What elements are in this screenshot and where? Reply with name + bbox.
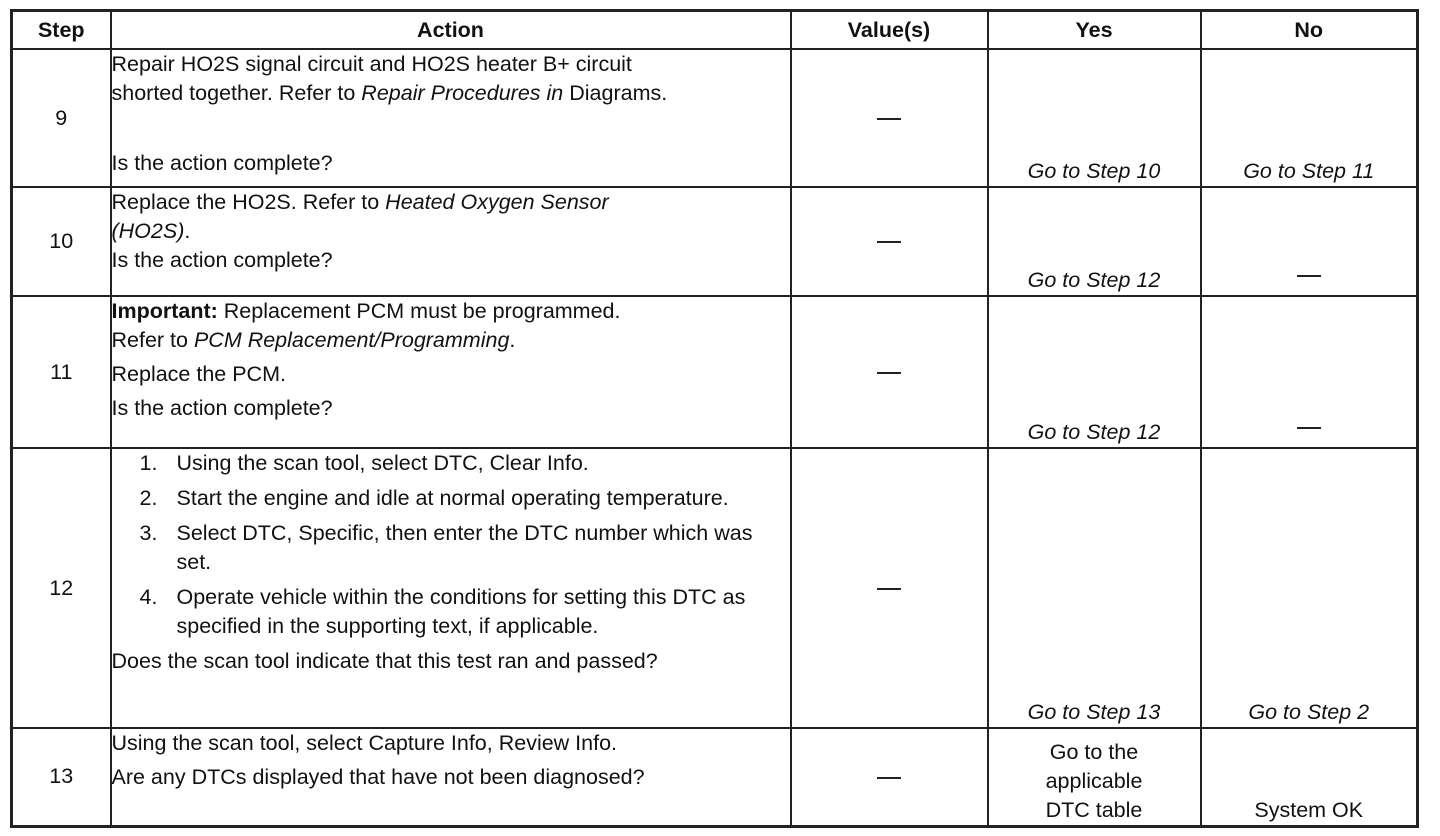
step-number: 13 bbox=[12, 728, 111, 826]
action-text: (HO2S). bbox=[111, 219, 191, 243]
value-cell bbox=[791, 728, 988, 826]
action-question: Does the scan tool indicate that this test ran and passed? bbox=[111, 649, 658, 673]
action-text: Replace the HO2S. Refer to Heated Oxygen Sensor bbox=[111, 190, 609, 214]
step-number: 9 bbox=[12, 49, 111, 187]
step-number: 12 bbox=[12, 448, 111, 728]
list-item: 4. Operate vehicle within the conditions for setting this DTC as specified in the supporting text, if applicable. bbox=[139, 585, 746, 638]
dash-mark bbox=[877, 588, 901, 590]
header-yes: Yes bbox=[988, 11, 1201, 50]
header-row bbox=[12, 11, 1418, 50]
action-cell bbox=[111, 728, 791, 826]
action-cell bbox=[111, 49, 791, 187]
action-question: Is the action complete? bbox=[111, 151, 333, 175]
table-row bbox=[12, 296, 1418, 448]
no-link[interactable]: Go to Step 2 bbox=[1201, 448, 1418, 728]
yes-link[interactable]: Go to Step 12 bbox=[988, 296, 1201, 448]
action-text: shorted together. Refer to Repair Procedures in Diagrams. bbox=[111, 81, 668, 105]
list-item: 2. Start the engine and idle at normal operating temperature. bbox=[139, 486, 729, 510]
action-text: Replace the PCM. bbox=[111, 362, 286, 386]
dash-mark bbox=[1297, 275, 1321, 277]
header-values: Value(s) bbox=[791, 11, 988, 50]
no-result: System OK bbox=[1201, 728, 1418, 826]
action-cell bbox=[111, 296, 791, 448]
yes-link[interactable]: Go to the applicable DTC table bbox=[988, 728, 1201, 826]
action-question: Is the action complete? bbox=[111, 396, 333, 420]
dash-mark bbox=[877, 777, 901, 779]
dash-mark bbox=[877, 118, 901, 120]
action-question: Are any DTCs displayed that have not been diagnosed? bbox=[111, 765, 645, 789]
yes-link[interactable]: Go to Step 13 bbox=[988, 448, 1201, 728]
yes-link[interactable]: Go to Step 10 bbox=[988, 49, 1201, 187]
value-cell bbox=[791, 448, 988, 728]
action-question: Is the action complete? bbox=[111, 248, 333, 272]
table-row bbox=[12, 728, 1418, 826]
step-number: 10 bbox=[12, 187, 111, 296]
diagnostic-table bbox=[10, 9, 1419, 828]
action-text: Important: Replacement PCM must be programmed. bbox=[111, 299, 621, 323]
header-step: Step bbox=[12, 11, 111, 50]
yes-link[interactable]: Go to Step 12 bbox=[988, 187, 1201, 296]
table-row bbox=[12, 187, 1418, 296]
no-dash bbox=[1201, 296, 1418, 448]
action-cell bbox=[111, 187, 791, 296]
action-steps-list bbox=[112, 449, 790, 641]
header-no: No bbox=[1201, 11, 1418, 50]
action-text: Using the scan tool, select Capture Info, Review Info. bbox=[111, 731, 618, 755]
value-cell bbox=[791, 49, 988, 187]
table-row bbox=[12, 448, 1418, 728]
action-text: Repair HO2S signal circuit and HO2S heater B+ circuit bbox=[111, 52, 632, 76]
action-cell bbox=[111, 448, 791, 728]
list-item: 1. Using the scan tool, select DTC, Clear Info. bbox=[139, 451, 589, 475]
value-cell bbox=[791, 296, 988, 448]
table-row bbox=[12, 49, 1418, 187]
no-dash bbox=[1201, 187, 1418, 296]
dash-mark bbox=[877, 241, 901, 243]
action-text: Refer to PCM Replacement/Programming. bbox=[111, 328, 516, 352]
value-cell bbox=[791, 187, 988, 296]
header-action: Action bbox=[111, 11, 791, 50]
no-link[interactable]: Go to Step 11 bbox=[1201, 49, 1418, 187]
dash-mark bbox=[1297, 427, 1321, 429]
list-item: 3. Select DTC, Specific, then enter the DTC number which was set. bbox=[139, 521, 753, 574]
dash-mark bbox=[877, 372, 901, 374]
step-number: 11 bbox=[12, 296, 111, 448]
